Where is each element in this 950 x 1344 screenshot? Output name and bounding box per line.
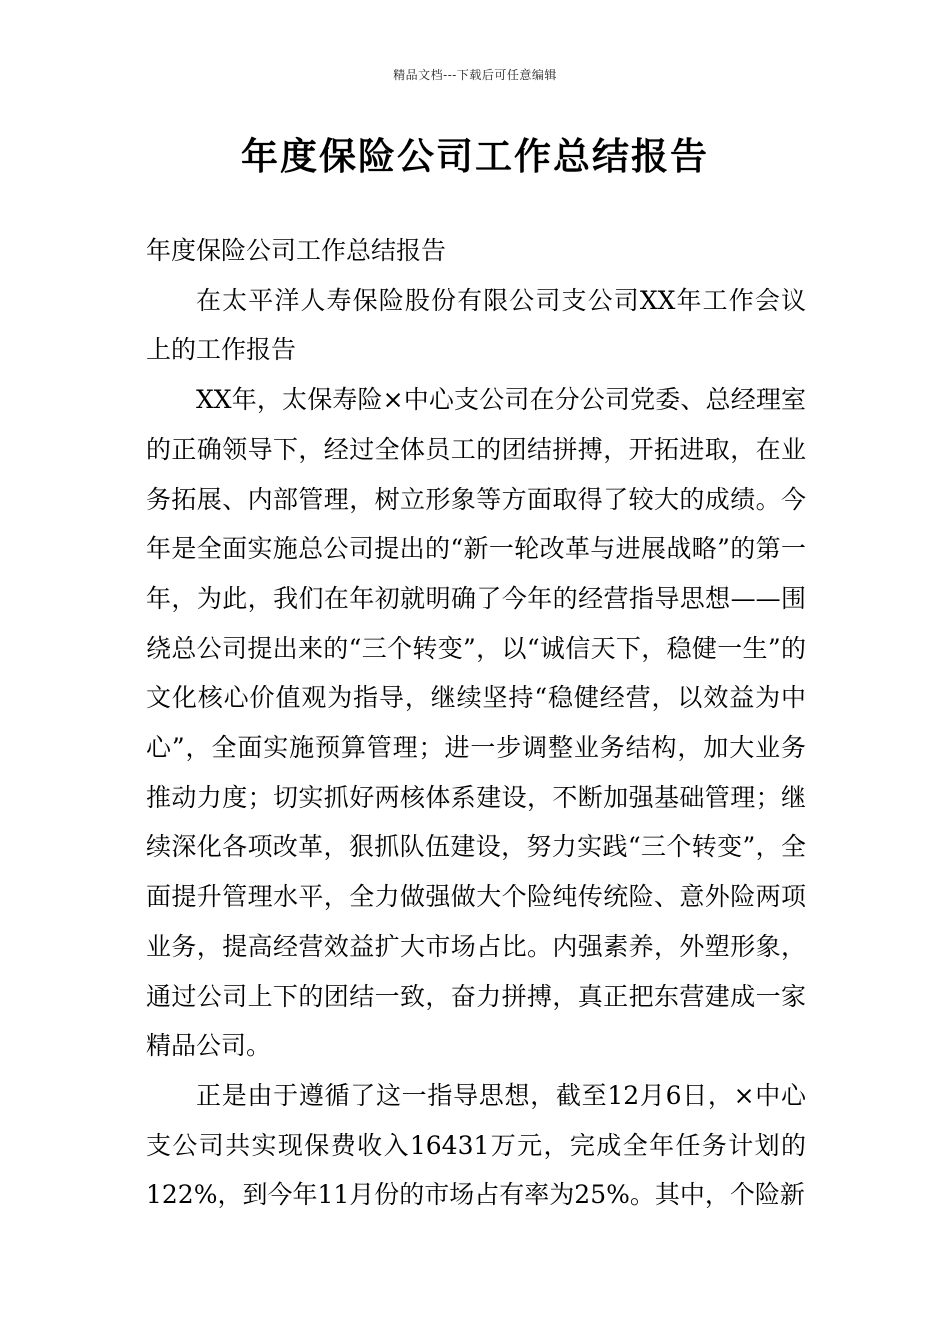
paragraph: 在太平洋人寿保险股份有限公司支公司XX年工作会议上的工作报告 — [146, 285, 806, 365]
paragraph: XX年，太保寿险×中心支公司在分公司党委、总经理室的正确领导下，经过全体员工的团结拼搏，开拓进取，在业务拓展、内部管理，树立形象等方面取得了较大的成绩。今年是全面实施总公司提出的“新一轮改革与进展战略”的第一年，为此，我们在年初就明确了今年的经营指导思想——围绕总公司提出来的“三个转变”，以“诚信天下，稳健一生”的文化核心价值观为指导，继续坚持“稳健经营，以效益为中心”，全面实施预算管理；进一步调整业务结构，加大业务推动力度；切实抓好两核体系建设，不断加强基础管理；继续深化各项改革，狠抓队伍建设，努力实践“三个转变”，全面提升管理水平，全力做强做大个险纯传统险、意外险两项业务，提高经营效益扩大市场占比。内强素养，外塑形象，通过公司上下的团结一致，奋力拼搏，真正把东营建成一家精品公司。 — [146, 385, 806, 1061]
paragraph: 正是由于遵循了这一指导思想，截至12月6日，×中心支公司共实现保费收入16431万元，完成全年任务计划的122%，到今年11月份的市场占有率为25%。其中，个险新 — [146, 1080, 806, 1210]
document-title: 年度保险公司工作总结报告 — [241, 135, 709, 178]
document-body — [146, 226, 806, 1220]
header-note: 精品文档---下载后可任意编辑 — [393, 68, 557, 82]
paragraph-subtitle: 年度保险公司工作总结报告 — [146, 236, 447, 265]
